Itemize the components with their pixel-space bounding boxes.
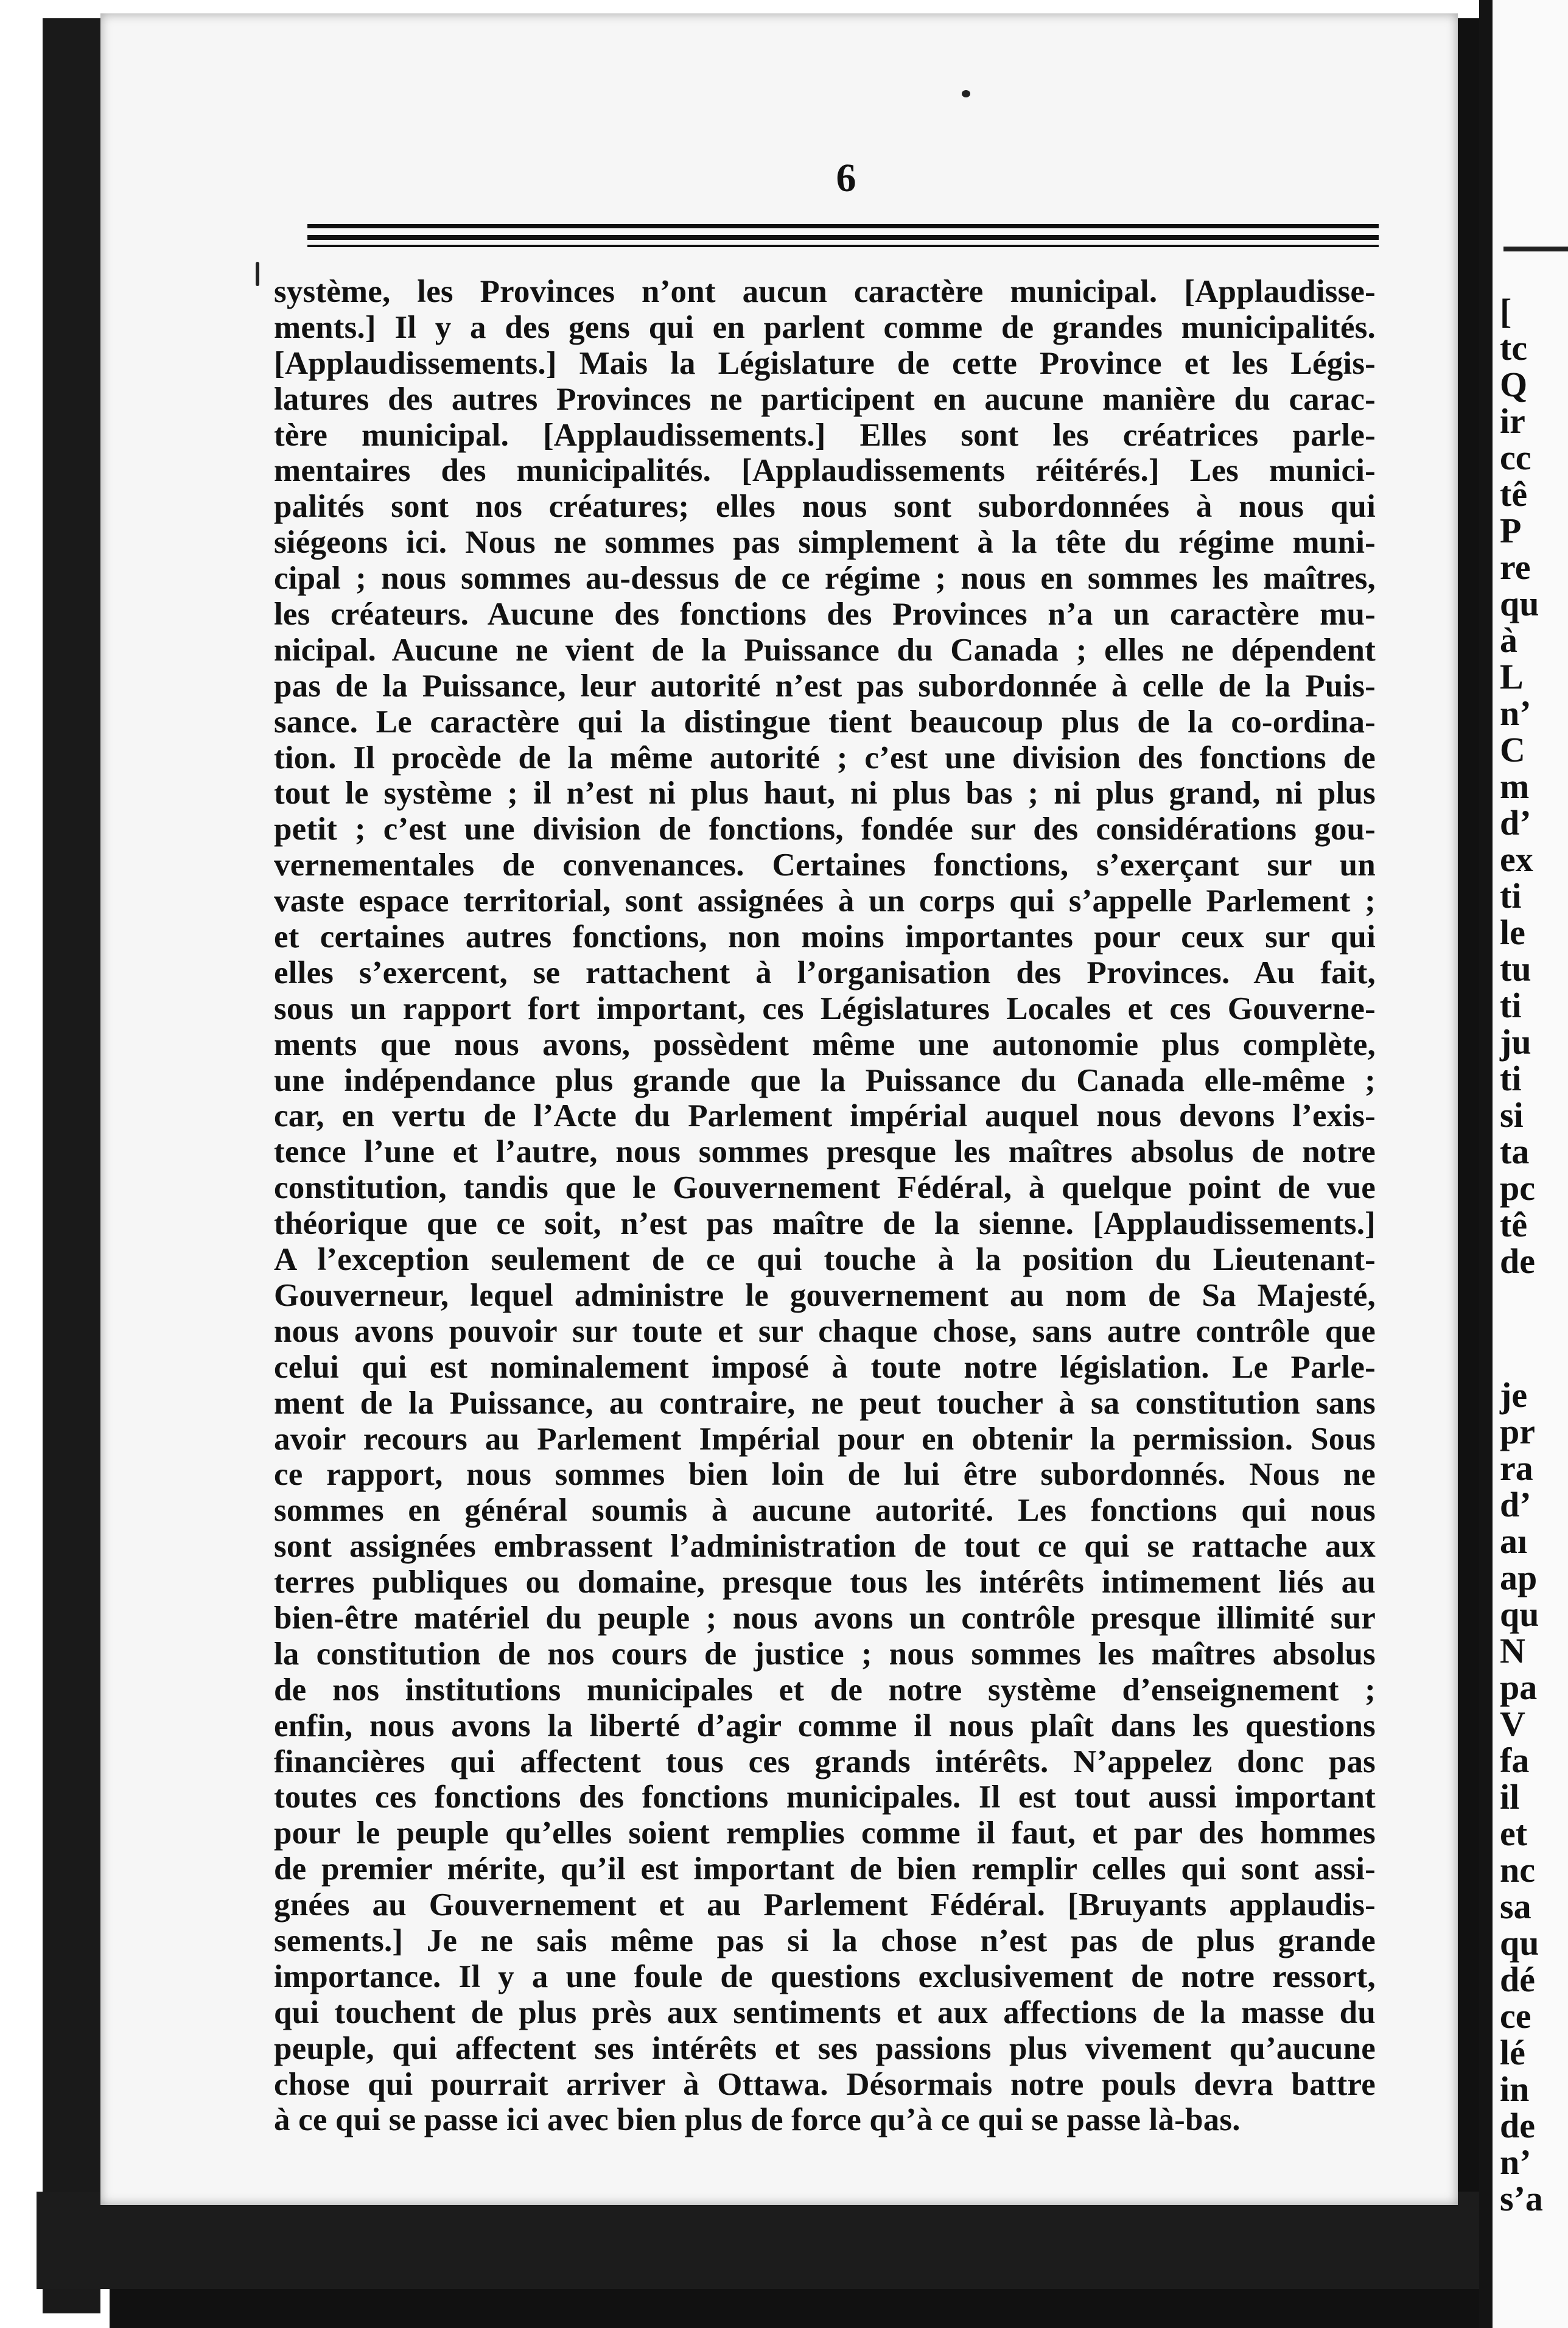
adjacent-page-fragment: fa	[1500, 1741, 1530, 1780]
adjacent-page-fragment: ta	[1500, 1132, 1530, 1171]
text-line: tout le système ; il n’est ni plus haut, ni plus bas ; ni plus grand, ni plus	[274, 776, 1376, 812]
text-line: peuple, qui affectent ses intérêts et ses passions plus vivement qu’aucune	[274, 2030, 1376, 2066]
text-line: sance. Le caractère qui la distingue tient beaucoup plus de la co-ordina-	[274, 704, 1376, 740]
adjacent-page-fragment: L	[1500, 657, 1524, 696]
adjacent-page-fragment: n’	[1500, 693, 1531, 733]
adjacent-page-fragment: ra	[1500, 1448, 1533, 1488]
text-line: tion. Il procède de la même autorité ; c’est une division des fonctions de	[274, 740, 1376, 776]
text-line: la constitution de nos cours de justice ; nous sommes les maîtres absolus	[274, 1636, 1376, 1672]
adjacent-page-fragment: Q	[1500, 365, 1528, 404]
text-line: ments.] Il y a des gens qui en parlent comme de grandes municipalités.	[274, 309, 1376, 345]
adjacent-page-fragment: de	[1500, 1241, 1535, 1281]
text-line: qui touchent de plus près aux sentiments et aux affections de la masse du	[274, 1994, 1376, 2030]
adjacent-page-fragment: V	[1500, 1704, 1525, 1744]
adjacent-page-fragment: [	[1500, 292, 1512, 331]
adjacent-page-fragment: lé	[1500, 2033, 1525, 2072]
adjacent-page-fragment: à	[1500, 620, 1517, 660]
text-line: sements.] Je ne sais même pas si la chose n’est pas de plus grande	[274, 1923, 1376, 1958]
text-line: avoir recours au Parlement Impérial pour en obtenir la permission. Sous	[274, 1421, 1376, 1457]
adjacent-page-fragment: tê	[1500, 474, 1528, 514]
adjacent-page-fragment: C	[1500, 730, 1525, 770]
text-line: tence l’une et l’autre, nous sommes presque les maîtres absolus de notre	[274, 1134, 1376, 1170]
header-rule-top	[307, 224, 1379, 228]
text-line: Gouverneur, lequel administre le gouvernement au nom de Sa Majesté,	[274, 1277, 1376, 1313]
text-line: nous avons pouvoir sur toute et sur chaque chose, sans autre contrôle que	[274, 1313, 1376, 1349]
scan-speck	[962, 90, 970, 97]
text-line: bien-être matériel du peuple ; nous avons un contrôle presque illimité sur	[274, 1600, 1376, 1636]
text-line: sous un rapport fort important, ces Législatures Locales et ces Gouverne-	[274, 990, 1376, 1026]
body-text	[274, 274, 1376, 2138]
text-line: toutes ces fonctions des fonctions municipales. Il est tout aussi important	[274, 1779, 1376, 1815]
text-line: sont assignées embrassent l’administration de tout ce qui se rattache aux	[274, 1529, 1376, 1565]
adjacent-page-fragment: s’a	[1500, 2179, 1543, 2218]
adjacent-page-fragment: tê	[1500, 1205, 1528, 1244]
text-line: palités sont nos créatures; elles nous sont subordonnées à nous qui	[274, 489, 1376, 525]
adjacent-page-fragment: P	[1500, 511, 1522, 550]
adjacent-page-fragment: sa	[1500, 1887, 1531, 1926]
adjacent-page-fragment: il	[1500, 1777, 1520, 1817]
adjacent-page-fragment: ti	[1500, 986, 1522, 1025]
text-line: car, en vertu de l’Acte du Parlement impérial auquel nous devons l’exis-	[274, 1098, 1376, 1134]
adjacent-page-fragment: de	[1500, 2106, 1535, 2145]
page-number: 6	[836, 156, 856, 200]
adjacent-page-fragment: et	[1500, 1814, 1528, 1853]
text-line: constitution, tandis que le Gouvernement Fédéral, à quelque point de vue	[274, 1170, 1376, 1206]
adjacent-page-fragment: d’	[1500, 803, 1531, 843]
text-line: tère municipal. [Applaudissements.] Elles sont les créatrices parle-	[274, 417, 1376, 453]
text-line: théorique que ce soit, n’est pas maître de la sienne. [Applaudissements.]	[274, 1206, 1376, 1242]
adjacent-page-fragment: pr	[1500, 1412, 1535, 1451]
text-line: pour le peuple qu’elles soient remplies comme il faut, et par des hommes	[274, 1815, 1376, 1851]
adjacent-page-fragment: le	[1500, 913, 1525, 952]
text-line: elles s’exercent, se rattachent à l’organisation des Provinces. Au fait,	[274, 955, 1376, 990]
adjacent-page-fragment: qu	[1500, 1923, 1539, 1963]
binding-shadow	[43, 18, 100, 2313]
adjacent-page-fragment: qu	[1500, 1594, 1539, 1634]
adjacent-page-fragment: dé	[1500, 1960, 1535, 1999]
text-line: ments que nous avons, possèdent même une autonomie plus complète,	[274, 1026, 1376, 1062]
header-rule-bottom	[307, 245, 1379, 247]
text-line: ce rapport, nous sommes bien loin de lui être subordonnés. Nous ne	[274, 1457, 1376, 1493]
adjacent-page-fragment: tc	[1500, 328, 1528, 368]
adjacent-page-fragment: aı	[1500, 1521, 1528, 1561]
text-line: enfin, nous avons la liberté d’agir comme il nous plaît dans les questions	[274, 1708, 1376, 1744]
text-line: nicipal. Aucune ne vient de la Puissance du Canada ; elles ne dépendent	[274, 632, 1376, 668]
adjacent-page-edge	[1479, 0, 1568, 2328]
text-line: siégeons ici. Nous ne sommes pas simplement à la tête du régime muni-	[274, 525, 1376, 561]
adjacent-page-fragment: nc	[1500, 1850, 1535, 1890]
text-line: les créateurs. Aucune des fonctions des Provinces n’a un caractère mu-	[274, 597, 1376, 633]
text-line: celui qui est nominalement imposé à toute notre législation. Le Parle-	[274, 1349, 1376, 1385]
adjacent-page-fragment: cc	[1500, 438, 1531, 477]
text-line: sommes en général soumis à aucune autorité. Les fonctions qui nous	[274, 1493, 1376, 1529]
adjacent-page-gutter	[1479, 0, 1493, 2328]
text-line: financières qui affectent tous ces grands intérêts. N’appelez donc pas	[274, 1744, 1376, 1779]
text-line: une indépendance plus grande que la Puissance du Canada elle-même ;	[274, 1062, 1376, 1098]
text-line: terres publiques ou domaine, presque tous les intérêts intimement liés au	[274, 1565, 1376, 1600]
adjacent-page-fragment: N	[1500, 1631, 1525, 1671]
text-line: [Applaudissements.] Mais la Législature de cette Province et les Légis-	[274, 345, 1376, 381]
adjacent-page-fragment: ti	[1500, 876, 1522, 916]
text-line: A l’exception seulement de ce qui touche à la position du Lieutenant-	[274, 1242, 1376, 1278]
text-line: vaste espace territorial, sont assignées à un corps qui s’appelle Parlement ;	[274, 883, 1376, 919]
text-line: de nos institutions municipales et de notre système d’enseignement ;	[274, 1672, 1376, 1708]
adjacent-page-fragment: d’	[1500, 1485, 1531, 1524]
text-line: ment de la Puissance, au contraire, ne peut toucher à sa constitution sans	[274, 1385, 1376, 1421]
scan-speck	[256, 262, 259, 286]
adjacent-page-fragment: ir	[1500, 401, 1525, 441]
scan-bottom-shadow	[37, 2192, 1497, 2289]
text-line: vernementales de convenances. Certaines fonctions, s’exerçant sur un	[274, 847, 1376, 883]
text-line: cipal ; nous sommes au-dessus de ce régime ; nous en sommes les maîtres,	[274, 561, 1376, 597]
text-line: importance. Il y a une foule de questions exclusivement de notre ressort,	[274, 1958, 1376, 1994]
text-line: gnées au Gouvernement et au Parlement Fédéral. [Bruyants applaudis-	[274, 1887, 1376, 1923]
adjacent-page-fragment: ap	[1500, 1558, 1538, 1597]
text-line: petit ; c’est une division de fonctions, fondée sur des considérations gou-	[274, 812, 1376, 847]
adjacent-page-rule	[1503, 247, 1568, 251]
text-line: de premier mérite, qu’il est important de bien remplir celles qui sont assi-	[274, 1851, 1376, 1887]
adjacent-page-fragment: pa	[1500, 1667, 1538, 1707]
text-line: à ce qui se passe ici avec bien plus de force qu’à ce qui se passe là-bas.	[274, 2102, 1241, 2138]
header-rule-middle	[307, 235, 1379, 240]
adjacent-page-fragment: qu	[1500, 584, 1539, 623]
scan-left-margin	[0, 0, 110, 2328]
text-line: latures des autres Provinces ne participent en aucune manière du carac-	[274, 381, 1376, 417]
adjacent-page-fragment: n’	[1500, 2142, 1531, 2182]
adjacent-page-fragment: ce	[1500, 1996, 1531, 2036]
adjacent-page-fragment: m	[1500, 766, 1530, 806]
text-line: mentaires des municipalités. [Applaudissements réitérés.] Les munici-	[274, 453, 1376, 489]
text-line: pas de la Puissance, leur autorité n’est pas subordonnée à celle de la Puis-	[274, 668, 1376, 704]
adjacent-page-fragment: in	[1500, 2069, 1530, 2109]
adjacent-page-fragment: pc	[1500, 1168, 1535, 1208]
adjacent-page-fragment: ju	[1500, 1022, 1531, 1062]
adjacent-page-fragment: ti	[1500, 1059, 1522, 1098]
adjacent-page-fragment: ex	[1500, 840, 1533, 879]
adjacent-page-fragment: je	[1500, 1375, 1528, 1415]
adjacent-page-fragment: si	[1500, 1095, 1524, 1135]
text-line: chose qui pourrait arriver à Ottawa. Désormais notre pouls devra battre	[274, 2066, 1376, 2102]
text-line: et certaines autres fonctions, non moins importantes pour ceux sur qui	[274, 919, 1376, 955]
text-line: système, les Provinces n’ont aucun caractère municipal. [Applaudisse-	[274, 274, 1376, 309]
adjacent-page-fragment: tu	[1500, 949, 1531, 989]
adjacent-page-fragment: re	[1500, 547, 1531, 587]
